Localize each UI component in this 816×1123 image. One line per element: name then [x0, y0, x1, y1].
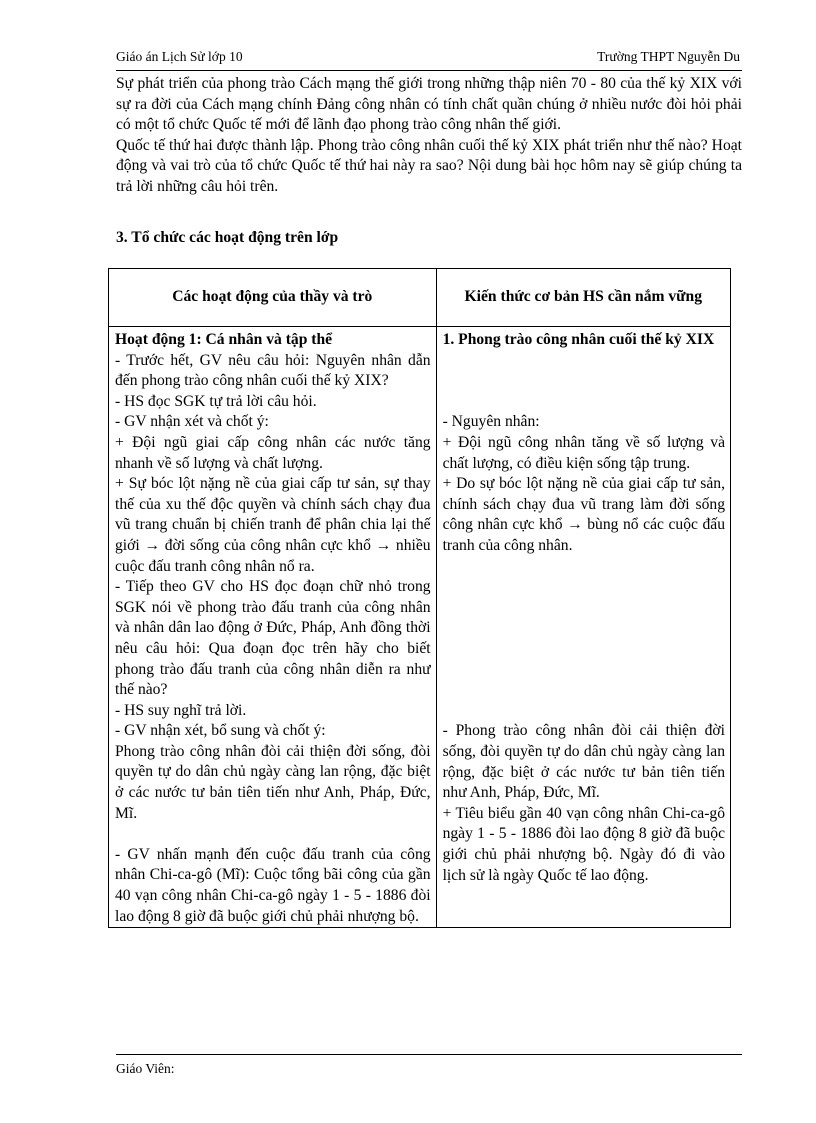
- section-heading: 3. Tổ chức các hoạt động trên lớp: [116, 229, 339, 246]
- activity-line: - Tiếp theo GV cho HS đọc đoạn chữ nhỏ trong SGK nói về phong trào đấu tranh của công nhân và nhân dân lao động ở Đức, Pháp, Anh đồng thời nêu câu hỏi: Qua đoạn đọc trên hãy cho biết phong trào đấu tranh của công nhân diễn ra như thế nào?: [115, 578, 431, 699]
- footer-teacher-label: Giáo Viên:: [116, 1061, 175, 1076]
- page-header: [116, 48, 742, 71]
- table-row: [109, 327, 731, 928]
- activity-line: Phong trào công nhân đòi cải thiện đời sống, đòi quyền tự do dân chủ ngày càng lan rộng, đặc biệt ở các nước tư bản tiên tiến như Anh, Pháp, Đức, Mĩ.: [115, 742, 431, 822]
- header-school: Trường THPT Nguyễn Du: [597, 49, 740, 64]
- activity-line: - HS suy nghĩ trả lời.: [115, 701, 247, 719]
- activity-line: + Sự bóc lột nặng nề của giai cấp tư sản, sự thay thế của xu thế độc quyền và chính sách chạy đua vũ trang chuẩn bị chiến tranh để phân chia lại thế giới → đời sống của công nhân cực khổ → nhiều cuộc đấu tranh công nhân nổ ra.: [115, 475, 431, 575]
- column-header-knowledge: Kiến thức cơ bản HS cần nắm vững: [436, 269, 730, 327]
- knowledge-line: + Do sự bóc lột nặng nề của giai cấp tư sản, chính sách chạy đua vũ trang làm đời sống công nhân cực khổ → bùng nổ các cuộc đấu tranh của công nhân.: [442, 475, 725, 554]
- activity-line: - GV nhận xét, bổ sung và chốt ý:: [115, 722, 326, 740]
- table-header-row: [109, 269, 731, 327]
- column-header-activities: Các hoạt động của thầy và trò: [109, 269, 437, 327]
- knowledge-title: 1. Phong trào công nhân cuối thế kỷ XIX: [442, 331, 715, 348]
- activity-line: - GV nhấn mạnh đến cuộc đấu tranh của công nhân Chi-ca-gô (Mĩ): Cuộc tổng bãi công của gần 40 vạn công nhân Chi-ca-gô ngày 1 - 5 - 1886 đòi lao động 8 giờ đã buộc giới chủ phải nhượng bộ.: [115, 845, 431, 925]
- activity-line: - GV nhận xét và chốt ý:: [115, 413, 269, 431]
- knowledge-line: + Đội ngũ công nhân tăng về số lượng và chất lượng, có điều kiện sống tập trung.: [442, 433, 725, 472]
- activity-line: + Đội ngũ giai cấp công nhân các nước tăng nhanh về số lượng và chất lượng.: [115, 433, 431, 472]
- page-footer: [116, 1054, 742, 1077]
- knowledge-line: - Nguyên nhân:: [442, 413, 540, 431]
- knowledge-cell: [436, 327, 730, 928]
- lesson-table: [108, 268, 731, 928]
- knowledge-line: + Tiêu biểu gần 40 vạn công nhân Chi-ca-gô ngày 1 - 5 - 1886 đòi lao động 8 giờ đã buộc giới chủ phải nhượng bộ. Ngày đó đi vào lịch sử là ngày Quốc tế lao động.: [442, 804, 725, 884]
- knowledge-line: - Phong trào công nhân đòi cải thiện đời sống, đòi quyền tự do dân chủ ngày càng lan rộng, đặc biệt ở các nước tư bản tiên tiến như Anh, Pháp, Đức, Mĩ.: [442, 722, 725, 802]
- intro-text: [116, 74, 742, 198]
- activity-title: Hoạt động 1: Cá nhân và tập thể: [115, 331, 333, 348]
- activity-line: - Trước hết, GV nêu câu hỏi: Nguyên nhân dẫn đến phong trào công nhân cuối thế kỷ XIX?: [115, 351, 431, 390]
- intro-paragraph: Sự phát triển của phong trào Cách mạng thế giới trong những thập niên 70 - 80 của thế kỷ XIX với sự ra đời của Cách mạng chính Đảng công nhân có tính chất quần chúng ở nhiều nước đòi hỏi phải có một tổ chức Quốc tế mới để lãnh đạo phong trào công nhân thế giới.: [116, 75, 742, 134]
- header-title: Giáo án Lịch Sử lớp 10: [116, 49, 243, 64]
- activities-cell: [109, 327, 437, 928]
- activity-line: - HS đọc SGK tự trả lời câu hỏi.: [115, 392, 317, 410]
- intro-paragraph: Quốc tế thứ hai được thành lập. Phong trào công nhân cuối thế kỷ XIX phát triển như thế nào? Hoạt động và vai trò của tổ chức Quốc tế thứ hai này ra sao? Nội dung bài học hôm nay sẽ giúp chúng ta trả lời những câu hỏi trên.: [116, 136, 742, 195]
